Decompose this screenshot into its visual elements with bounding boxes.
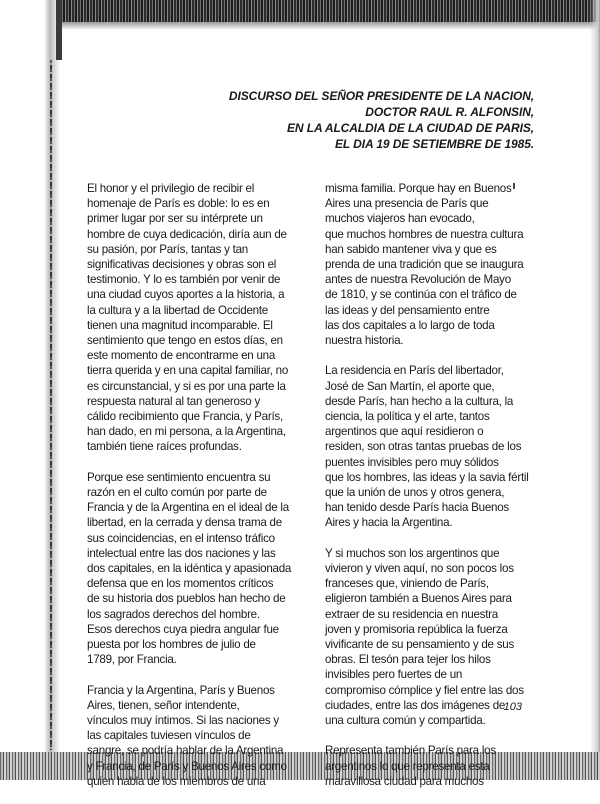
text-line: El honor y el privilegio de recibir el [87,182,255,195]
text-line: ciencia, la política y el arte, tantos [325,410,490,424]
text-line: defensa que en los momentos críticos [87,577,274,591]
text-line: Esos derechos cuya piedra angular fue [87,622,279,636]
paragraph [325,181,530,348]
text-line: maravillosa ciudad para muchos [325,774,484,788]
text-line: que muchos hombres de nuestra cultura [325,227,524,241]
scan-shadow-top [0,22,600,30]
text-line: franceses que, viniendo de París, [325,577,489,591]
text-line: las dos capitales a lo largo de toda [325,318,495,332]
text-line: y Francia, de París y Buenos Aires como [87,759,287,773]
scan-corner-dark [56,0,62,60]
text-line: primer lugar por ser su intérprete un [87,212,263,226]
text-line: José de San Martín, el aporte que, [325,379,495,393]
paragraph [325,363,530,530]
text-line: es circunstancial, y si es por una parte la [87,379,286,393]
left-text-column [87,181,313,804]
text-line: ciudades, entre las dos imágenes de [325,698,506,712]
text-line: han sabido mantener viva y que es [325,242,497,256]
text-line: vivificante de su pensamiento y de sus [325,638,514,652]
text-line: Aires, tienen, señor intendente, [87,698,240,712]
text-line: desde París, han hecho a la cultura, la [325,394,514,408]
text-line: sangre, se podría hablar de la Argentina [87,744,284,758]
text-line: joven y promisoria república la fuerza [325,622,508,636]
text-line: quien habla de los miembros de una [87,774,266,788]
paragraph [325,743,530,789]
scan-edge-right [590,0,600,780]
text-line: argentinos que aquí residieron o [325,425,484,439]
text-line: libertad, en la cerrada y densa trama de [87,516,282,530]
text-line: invisibles pero fuertes de un [325,668,463,682]
text-line: extraer de su residencia en nuestra [325,607,498,621]
text-line: intelectual entre las dos naciones y las [87,546,276,560]
text-line: hombre de cuya dedicación, diría aun de [87,227,287,241]
text-line: su pasión, por París, tantas y tan [87,242,248,256]
text-line: que los hombres, las ideas y la savia fértil [325,470,529,484]
text-line: los sagrados derechos del hombre. [87,607,260,621]
text-line: cálido recibimiento que Francia, y París, [87,410,283,424]
text-line: obras. El tesón para tejer los hilos [325,653,491,667]
text-line: Porque ese sentimiento encuentra su [87,470,271,484]
text-line: Aires y hacia la Argentina. [325,516,453,530]
heading-line: DISCURSO DEL SEÑOR PRESIDENTE DE LA NACION, [228,89,534,103]
text-line: vínculos muy íntimos. Si las naciones y [87,714,279,728]
text-line: razón en el culto común por parte de [87,486,267,500]
text-line: Francia y la Argentina, París y Buenos [87,683,275,697]
paragraph [325,546,530,728]
text-line: dos capitales, en la idéntica y apasionada [87,562,292,576]
binding-shadow-line [50,60,52,750]
text-line: compromiso cómplice y fiel entre las dos [325,683,524,697]
text-line: argentinos lo que representa esta [325,759,490,773]
heading-line: DOCTOR RAUL R. ALFONSIN, [365,105,534,119]
text-line: eligieron también a Buenos Aires para [325,592,512,606]
text-line: Aires una presencia de París que [325,197,489,211]
paragraph [87,470,313,668]
text-line: Y si muchos son los argentinos que [325,546,500,560]
text-line: nuestra historia. [325,334,404,348]
paragraph [87,181,313,455]
text-line: La residencia en París del libertador, [325,364,504,378]
scan-edge-top [0,0,600,22]
page-number: 103 [503,701,522,713]
text-line: tierra querida y en una capital familiar, no [87,364,289,378]
text-line: que la unión de unos y otros genera, [325,486,505,500]
text-line: sentimiento que tengo en estos días, en [87,334,283,348]
text-line: testimonio. Y lo es también por venir de [87,273,281,287]
text-line: muchos viajeros han evocado, [325,212,475,226]
heading-line: EL DIA 19 DE SETIEMBRE DE 1985. [335,137,534,151]
text-line: vivieron y viven aquí, no son pocos los [325,562,514,576]
text-line: puentes invisibles pero muy sólidos [325,455,499,469]
text-line: las capitales tuviesen vínculos de [87,729,251,743]
text-line: han tenido desde París hacia Buenos [325,501,509,515]
text-line: prenda de una tradición que se inaugura [325,258,524,272]
stray-ink-mark [513,183,515,189]
speech-heading [174,88,534,152]
text-line: han dado, en mi persona, a la Argentina, [87,425,286,439]
text-line: la cultura y a la libertad de Occidente [87,303,269,317]
text-line: residen, son otras tantas pruebas de los [325,440,522,454]
text-line: misma familia. Porque hay en Buenos [325,182,512,195]
text-line: también tiene raíces profundas. [87,440,242,454]
paragraph [87,683,313,789]
text-line: de su historia dos pueblos han hecho de [87,592,286,606]
text-line: una ciudad cuyos aportes a la historia, a [87,288,285,302]
heading-line: EN LA ALCALDIA DE LA CIUDAD DE PARIS, [287,121,534,135]
text-line: de 1810, y se continúa con el tráfico de [325,288,517,302]
text-line: sus coincidencias, en el intenso tráfico [87,531,275,545]
text-line: Francia y de la Argentina en el ideal de la [87,501,289,515]
text-line: respuesta natural al tan generoso y [87,394,261,408]
right-text-column [325,181,530,804]
text-line: Representa también París para los [325,744,496,758]
text-line: puesta por los hombres de julio de [87,638,256,652]
text-line: 1789, por Francia. [87,653,177,667]
text-line: tienen una magnitud incomparable. El [87,318,273,332]
text-line: significativas decisiones y obras son el [87,258,277,272]
text-line: una cultura común y compartida. [325,714,486,728]
text-line: este momento de encontrarme en una [87,349,276,363]
text-line: antes de nuestra Revolución de Mayo [325,273,511,287]
text-line: homenaje de París es doble: lo es en [87,197,270,211]
text-line: las ideas y del pensamiento entre [325,303,490,317]
